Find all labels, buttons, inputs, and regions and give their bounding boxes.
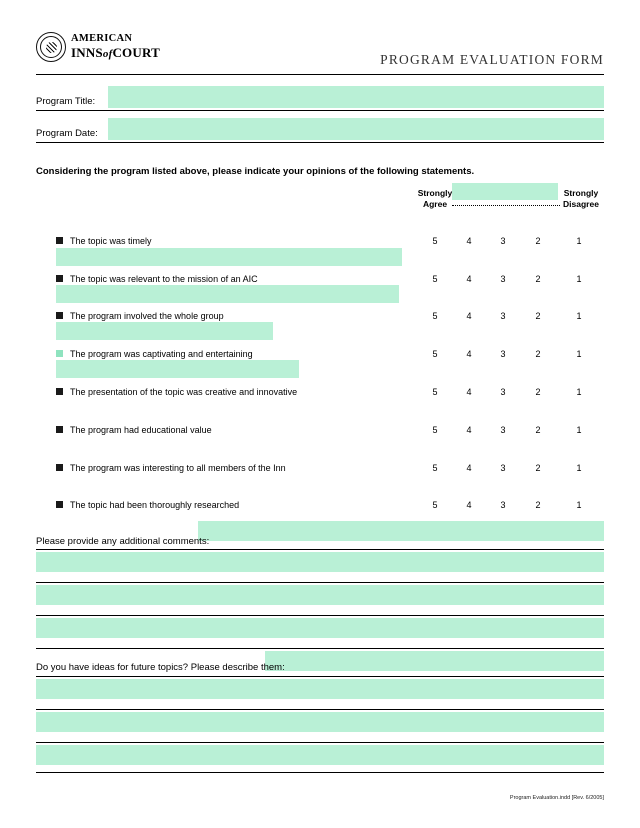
statement-row-2 <box>56 274 258 284</box>
form-header <box>36 32 604 75</box>
bullet-icon <box>56 275 63 282</box>
rating-4-row-5[interactable]: 4 <box>466 387 472 397</box>
statement-text: The program had educational value <box>70 425 212 435</box>
rating-2-row-8[interactable]: 2 <box>535 500 541 510</box>
bullet-icon <box>56 350 63 357</box>
future-topics-input-line-1[interactable] <box>265 651 604 671</box>
comments-label: Please provide any additional comments: <box>36 536 210 547</box>
program-title-label: Program Title: <box>36 96 96 107</box>
bullet-icon <box>56 464 63 471</box>
statement-text: The topic was relevant to the mission of an AIC <box>70 274 258 284</box>
future-topics-rule-4 <box>36 772 604 773</box>
rating-4-row-4[interactable]: 4 <box>466 349 472 359</box>
program-title-row <box>36 88 604 111</box>
rating-5-row-2[interactable]: 5 <box>432 274 438 284</box>
comments-input-line-1[interactable] <box>198 521 604 541</box>
answer-highlight-1[interactable] <box>56 248 402 266</box>
rating-3-row-3[interactable]: 3 <box>500 311 506 321</box>
statement-text: The program was captivating and entertaining <box>70 349 253 359</box>
logo-line-2: INNSofCOURT <box>71 44 160 60</box>
future-topics-input-line-2[interactable] <box>36 679 604 699</box>
rating-4-row-6[interactable]: 4 <box>466 425 472 435</box>
statement-row-5 <box>56 387 297 397</box>
scale-label-strongly-agree: Strongly Agree <box>417 188 453 209</box>
statement-row-6 <box>56 425 212 435</box>
future-topics-label: Do you have ideas for future topics? Please describe them: <box>36 662 285 673</box>
rating-1-row-2[interactable]: 1 <box>576 274 582 284</box>
scale-highlight <box>452 183 558 200</box>
logo-text <box>71 34 160 60</box>
seal-icon <box>36 32 66 62</box>
rating-5-row-7[interactable]: 5 <box>432 463 438 473</box>
bullet-icon <box>56 388 63 395</box>
instruction-text: Considering the program listed above, please indicate your opinions of the following statements. <box>36 166 475 177</box>
comments-input-line-4[interactable] <box>36 618 604 638</box>
program-date-input[interactable] <box>108 118 604 140</box>
page-title: PROGRAM EVALUATION FORM <box>380 52 604 67</box>
rating-3-row-8[interactable]: 3 <box>500 500 506 510</box>
american-inns-of-court-logo <box>36 32 160 62</box>
statement-text: The topic had been thoroughly researched <box>70 500 240 510</box>
rating-3-row-6[interactable]: 3 <box>500 425 506 435</box>
statement-row-1 <box>56 236 152 246</box>
rating-2-row-2[interactable]: 2 <box>535 274 541 284</box>
rating-1-row-5[interactable]: 1 <box>576 387 582 397</box>
rating-1-row-4[interactable]: 1 <box>576 349 582 359</box>
future-topics-input-line-4[interactable] <box>36 745 604 765</box>
bullet-icon <box>56 501 63 508</box>
rating-5-row-4[interactable]: 5 <box>432 349 438 359</box>
rating-2-row-3[interactable]: 2 <box>535 311 541 321</box>
logo-line-1: AMERICAN <box>71 33 133 45</box>
scale-dotted-connector <box>452 205 560 206</box>
rating-1-row-6[interactable]: 1 <box>576 425 582 435</box>
future-topics-input-line-3[interactable] <box>36 712 604 732</box>
rating-3-row-2[interactable]: 3 <box>500 274 506 284</box>
answer-highlight-4[interactable] <box>56 360 299 378</box>
rating-4-row-3[interactable]: 4 <box>466 311 472 321</box>
program-title-input[interactable] <box>108 86 604 108</box>
rating-5-row-8[interactable]: 5 <box>432 500 438 510</box>
rating-2-row-7[interactable]: 2 <box>535 463 541 473</box>
future-topics-rule-3 <box>36 742 604 743</box>
statement-text: The presentation of the topic was creative and innovative <box>70 387 298 397</box>
rating-3-row-5[interactable]: 3 <box>500 387 506 397</box>
statement-text: The program was interesting to all members of the Inn <box>70 463 286 473</box>
statement-row-8 <box>56 500 239 510</box>
rating-4-row-7[interactable]: 4 <box>466 463 472 473</box>
bullet-icon <box>56 312 63 319</box>
statement-row-7 <box>56 463 286 473</box>
statement-row-3 <box>56 311 224 321</box>
rating-5-row-5[interactable]: 5 <box>432 387 438 397</box>
statement-row-4 <box>56 349 253 359</box>
future-topics-rule-2 <box>36 709 604 710</box>
comments-rule-3 <box>36 615 604 616</box>
rating-1-row-7[interactable]: 1 <box>576 463 582 473</box>
comments-rule-2 <box>36 582 604 583</box>
rating-5-row-1[interactable]: 5 <box>432 236 438 246</box>
comments-rule-4 <box>36 648 604 649</box>
rating-2-row-1[interactable]: 2 <box>535 236 541 246</box>
scale-label-strongly-disagree: Strongly Disagree <box>563 188 599 209</box>
rating-5-row-3[interactable]: 5 <box>432 311 438 321</box>
rating-4-row-1[interactable]: 4 <box>466 236 472 246</box>
bullet-icon <box>56 426 63 433</box>
future-topics-rule-1 <box>36 676 604 677</box>
rating-2-row-4[interactable]: 2 <box>535 349 541 359</box>
bullet-icon <box>56 237 63 244</box>
footer-revision-text: Program Evaluation.indd [Rev. 6/2005] <box>509 795 604 801</box>
rating-4-row-8[interactable]: 4 <box>466 500 472 510</box>
comments-rule-1 <box>36 549 604 550</box>
rating-3-row-4[interactable]: 3 <box>500 349 506 359</box>
statement-text: The program involved the whole group <box>70 311 224 321</box>
program-date-label: Program Date: <box>36 128 98 139</box>
rating-3-row-1[interactable]: 3 <box>500 236 506 246</box>
comments-input-line-3[interactable] <box>36 585 604 605</box>
rating-1-row-3[interactable]: 1 <box>576 311 582 321</box>
rating-1-row-1[interactable]: 1 <box>576 236 582 246</box>
answer-highlight-2[interactable] <box>56 285 399 303</box>
program-date-row <box>36 120 604 143</box>
comments-input-line-2[interactable] <box>36 552 604 572</box>
answer-highlight-3[interactable] <box>56 322 273 340</box>
rating-4-row-2[interactable]: 4 <box>466 274 472 284</box>
rating-1-row-8[interactable]: 1 <box>576 500 582 510</box>
rating-2-row-6[interactable]: 2 <box>535 425 541 435</box>
statement-text: The topic was timely <box>70 236 152 246</box>
rating-3-row-7[interactable]: 3 <box>500 463 506 473</box>
rating-5-row-6[interactable]: 5 <box>432 425 438 435</box>
rating-2-row-5[interactable]: 2 <box>535 387 541 397</box>
